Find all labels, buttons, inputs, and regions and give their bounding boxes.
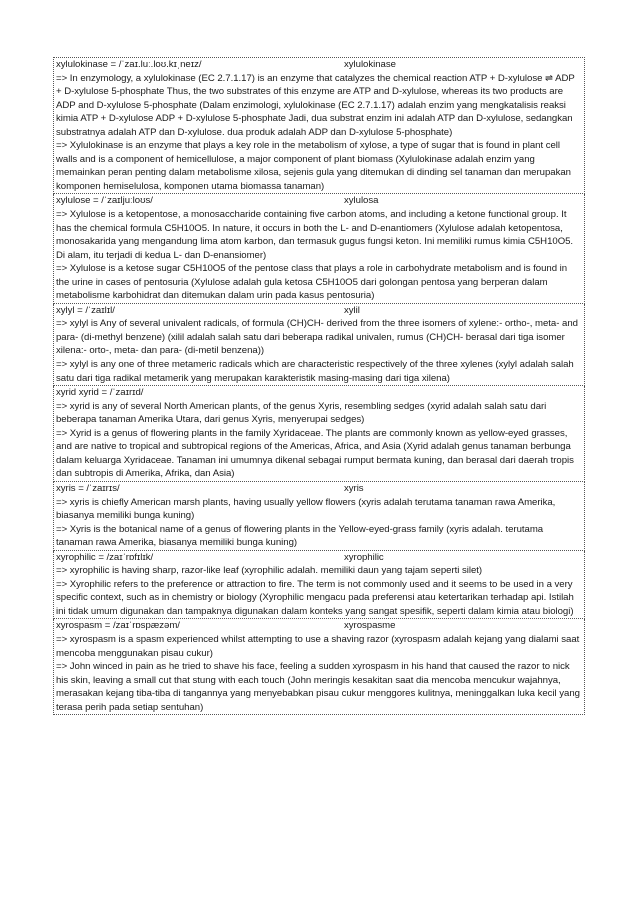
entry-xylulose bbox=[53, 194, 585, 303]
entry-header bbox=[56, 619, 582, 633]
entry-term: xylulokinase = /ˈzaɪ.luː.loʊ.kɪˌneɪz/ bbox=[56, 59, 202, 70]
entry-term: xyrospasm = /zaɪˈrɒspæzəm/ bbox=[56, 620, 180, 632]
entry-header bbox=[56, 58, 582, 72]
entry-xyris bbox=[53, 482, 585, 551]
entry-term: xylulose = /ˈzaɪljuːloʊs/ bbox=[56, 195, 153, 207]
entry-xyrospasm bbox=[53, 619, 585, 715]
entry-term: xyrid xyrid = /ˈzaɪrɪd/ bbox=[56, 387, 144, 399]
entry-paragraph: => Xylulose is a ketose sugar C5H10O5 of the pentose class that plays a role in carbohydrate metabolism and is found in the urine in cases of pentosuria (Xylulose adalah gula ketosa C5H10O5 dari golongan pentosa yang berperan dalam metabolisme karbohidrat dan ditemukan dalam urin pada kasus pentosuria) bbox=[56, 263, 568, 302]
entry-header bbox=[56, 304, 582, 318]
entry-header bbox=[56, 482, 582, 496]
entry-paragraph: => xyrophilic is having sharp, razor-like leaf (xyrophilic adalah. memiliki daun yang tajam seperti silet) bbox=[56, 565, 483, 577]
entry-translation: xyrophilic bbox=[344, 551, 384, 563]
entry-paragraph: => xyrid is any of several North American plants, of the genus Xyris, resembling sedges (xyrid adalah salah satu dari beberapa tanaman Amerika Utara, dari genus Xyris, menyerupai sedges) bbox=[56, 400, 547, 426]
dictionary-page bbox=[53, 57, 585, 715]
entry-term: xylyl = /ˈzaɪlɪl/ bbox=[56, 304, 115, 316]
entry-paragraph: => xyrospasm is a spasm experienced whilst attempting to use a shaving razor (xyrospasm adalah kejang yang dialami saat mencoba menggunakan pisau cukur) bbox=[56, 633, 580, 659]
entry-translation bbox=[344, 386, 582, 400]
entry-xylyl bbox=[53, 304, 585, 386]
entry-paragraph: => xylyl is any one of three metameric radicals which are characteristic respectively of the three xylenes (xylyl adalah salah satu dari tiga radikal metamerik yang merupakan karakteristik masing-masing dari tiga xilena) bbox=[56, 359, 574, 384]
entry-paragraph: => xylyl is Any of several univalent radicals, of formula (CH)CH- derived from the three isomers of xylene:- ortho-, meta- and para- (di-methyl benzene) (xilil adalah salah satu dari beberapa radikal univalen, rumus (CH)CH- berasal dari tiga isomer xilena:- orto-, meta- dan para- (di-metil benzena)) bbox=[56, 318, 578, 357]
entry-term: xyrophilic = /zaɪˈrɒfɪlɪk/ bbox=[56, 551, 154, 563]
entry-term: xyris = /ˈzaɪrɪs/ bbox=[56, 482, 120, 494]
entry-header bbox=[56, 386, 582, 400]
entry-translation: xyrospasme bbox=[344, 620, 396, 632]
entry-xyrophilic bbox=[53, 551, 585, 620]
entry-translation: xylulosa bbox=[344, 195, 379, 207]
entry-paragraph: => Xylulose is a ketopentose, a monosaccharide containing five carbon atoms, and including a ketone functional group. It has the chemical formula C5H10O5. In nature, it occurs in both the L- and D-enantiomers (Xylulose adalah ketopentosa, monosakarida yang mengandung lima atom karbon, dan termasuk gugus fungsi keton. Ini memiliki rumus kimia C5H10O5. Di alam, itu terjadi di kedua L- dan D-enansiomer) bbox=[56, 209, 574, 261]
entry-paragraph: => John winced in pain as he tried to shave his face, feeling a sudden xyrospasm in his hand that caused the razor to nick his skin, leaving a small cut that stung with each touch (John meringis kesakitan saat dia mencoba mencukur wajahnya, merasakan kejang tiba-tiba di tangannya yang menyebabkan pisau cukur menggores kulitnya, meninggalkan luka kecil yang terasa perih pada setiap sentuhan) bbox=[56, 661, 580, 713]
entry-translation: xylulokinase bbox=[344, 59, 396, 70]
entry-paragraph: => In enzymology, a xylulokinase (EC 2.7.1.17) is an enzyme that catalyzes the chemical reaction ATP + D-xylulose ⇌ ADP + D-xylulose 5-phosphate Thus, the two substrates of this enzyme are ATP and D-xylulose, whereas its two products are ADP and D-xylulose 5-phosphate (Dalam enzimologi, xylulokinase (EC 2.7.1.17) adalah enzim yang mengkatalisis reaksi kimia ATP + D-xylulose ADP + D-xylulose 5-phosphate Jadi, dua substrat enzim ini adalah ATP dan D-xylulose, sedangkan substratnya adalah ATP dan D-xylulose. dua produk adalah ADP dan D-xylulose 5-phosphate) bbox=[56, 72, 575, 138]
entry-xylulokinase bbox=[53, 57, 585, 194]
entry-paragraph: => xyris is chiefly American marsh plants, having usually yellow flowers (xyris adalah terutama tanaman rawa Amerika, biasanya memiliki bunga kuning) bbox=[56, 496, 556, 522]
entry-paragraph: => Xyrid is a genus of flowering plants in the family Xyridaceae. The plants are commonly known as yellow-eyed grasses, and are native to tropical and subtropical regions of the Americas, Africa, and Asia (Xyrid adalah genus tanaman berbunga dalam keluarga Xyridaceae. Tanaman ini umumnya dikenal sebagai rumput bermata kuning, dan berasal dari daerah tropis dan subtropis di Amerika, Afrika, dan Asia) bbox=[56, 427, 574, 480]
entry-translation: xyris bbox=[344, 482, 364, 494]
entry-paragraph: => Xyris is the botanical name of a genus of flowering plants in the Yellow-eyed-grass family (xyris adalah. terutama tanaman rawa Amerika, biasanya memiliki bunga kuning) bbox=[56, 523, 544, 549]
entry-paragraph: => Xylulokinase is an enzyme that plays a key role in the metabolism of xylose, a type of sugar that is found in plant cell walls and is a component of hemicellulose, a major component of plant biomass (Xylulokinase adalah enzim yang memainkan peran penting dalam metabolisme xilosa, sejenis gula yang ditemukan di dinding sel tanaman dan merupakan komponen hemiselulosa, komponen utama biomassa tanaman) bbox=[56, 140, 571, 192]
entry-header bbox=[56, 194, 582, 208]
entry-xyrid bbox=[53, 386, 585, 482]
entry-header bbox=[56, 551, 582, 565]
entry-paragraph: => Xyrophilic refers to the preference or attraction to fire. The term is not commonly used and it seems to be used in a very specific context, such as in chemistry or biology (Xyrophilic mengacu pada preferensi atau ketertarikan terhadap api. Istilah ini tidak umum digunakan dan tampaknya digunakan dalam konteks yang sangat spesifik, seperti dalam kimia atau biologi) bbox=[56, 578, 574, 617]
entry-translation: xylil bbox=[344, 304, 360, 316]
